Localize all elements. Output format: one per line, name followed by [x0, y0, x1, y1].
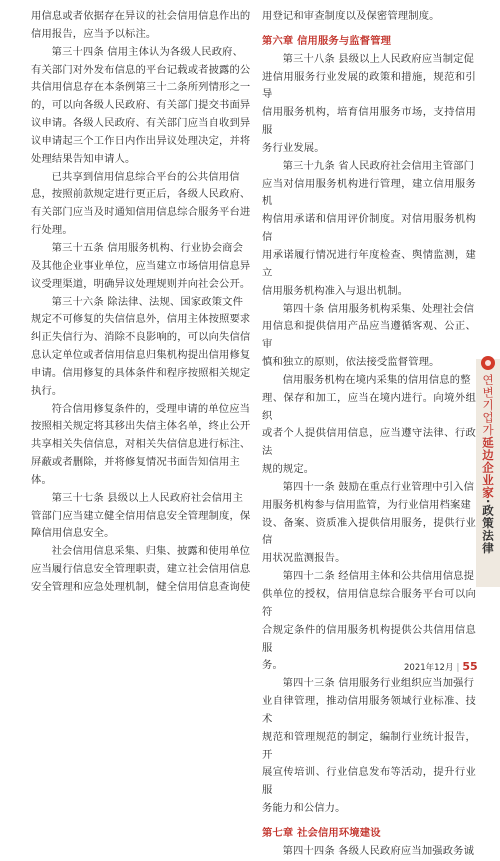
paragraph: 第三十七条 县级以上人民政府社会信用主 管部门应当建立健全信用信息安全管理制度，保 障信用信息安全。 — [31, 491, 251, 540]
chapter-heading: 第七章 社会信用环境建设 — [262, 826, 381, 839]
paragraph: 第四十一条 鼓励在重点行业管理中引入信 用服务机构参与信用监管，为行业信用档案建 设、备案、资质准入提供信用服务，提供行业信 用状况监测报告。 — [262, 480, 476, 565]
paragraph: 第四十四条 各级人民政府应当加强政务诚 — [282, 844, 475, 857]
paragraph: 第四十二条 经信用主体和公共信用信息提 供单位的授权，信用信息综合服务平台可以向符 合规定条件的信用服务机构提供公共信用信息服 务。 — [262, 570, 476, 672]
paragraph: 用信息或者依据存在异议的社会信用信息作出的 信用报告，应当予以标注。 — [31, 10, 251, 40]
paragraph: 第三十五条 信用服务机构、行业协会商会 及其他企业事业单位，应当建立市场信用信息异 议受理渠道，明确异议处理规则并向社会公开。 — [31, 241, 251, 290]
paragraph: 社会信用信息采集、归集、披露和使用单位 应当履行信息安全管理职责，建立社会信用信息 安全管理和应急处理机制，健全信用信息查询使 — [31, 545, 251, 593]
right-column — [262, 8, 476, 861]
magazine-logo-icon — [481, 356, 495, 370]
paragraph: 用登记和审查制度以及保密管理制度。 — [262, 10, 440, 22]
footer-separator: | — [456, 663, 460, 673]
left-column — [31, 8, 251, 597]
paragraph: 第三十八条 县级以上人民政府应当制定促 进信用服务行业发展的政策和措施，规范和引导 信用服务机构，培育信用服务市场，支持信用服 务行业发展。 — [262, 52, 476, 154]
paragraph: 符合信用修复条件的，受理申请的单位应当 按照相关规定将其移出失信主体名单，终止公开 共享相关失信信息，对相关失信信息进行标注、 屏蔽或者删除，并将修复情况书面告知信用主 体。 — [31, 402, 251, 486]
side-banner-korean: 연변기업가 — [481, 374, 495, 437]
side-banner-text — [478, 374, 498, 554]
paragraph: 第三十四条 信用主体认为各级人民政府、 有关部门对外发布信息的平台记载或者披露的公 共信用信息存在本条例第三十二条所列情形之一 的，可以向各级人民政府、有关部门提交书面异 议申请。各级人民政府、有关部门应当自收到异 议申请起三个工作日内作出异议处理决定，并将 处理结果告知申请人。 — [31, 45, 251, 165]
page-number: 55 — [462, 660, 478, 673]
footer-issue: 2021年12月 — [404, 663, 454, 673]
side-banner-section: 政策法律 — [481, 504, 495, 555]
paragraph: 信用服务机构在境内采集的信用信息的整 理、保存和加工，应当在境内进行。向境外组织 或者个人提供信用信息，应当遵守法律、行政法 规的规定。 — [262, 373, 476, 476]
side-banner-dot: · — [481, 499, 495, 505]
paragraph: 第四十三条 信用服务行业组织应当加强行 业自律管理，推动信用服务领域行业标准、技术 规范和管理规范的制定，编制行业统计报告，开 展宣传培训、行业信息发布等活动，提升行业服 务能力和公信力。 — [262, 677, 476, 815]
side-banner-title: 延边企业家 — [481, 436, 495, 499]
page-footer — [404, 660, 478, 673]
paragraph: 第三十九条 省人民政府社会信用主管部门 应当对信用服务机构进行管理，建立信用服务机 构信用承诺和信用评价制度。对信用服务机构信 用承诺履行情况进行年度检查、舆情监测，建立 信用服务机构准入与退出机制。 — [262, 159, 476, 297]
paragraph: 第三十六条 除法律、法规、国家政策文件 规定不可修复的失信信息外，信用主体按照要求 纠正失信行为、消除不良影响的，可以向失信信 息认定单位或者信用信息归集机构提出信用修复 申请。信用修复的具体条件和程序按照相关规定 执行。 — [31, 295, 251, 397]
paragraph: 已共享到信用信息综合平台的公共信用信 息，按照前款规定进行更正后，各级人民政府、 有关部门应当及时通知信用信息综合服务平台进 行处理。 — [31, 170, 251, 237]
chapter-heading: 第六章 信用服务与监督管理 — [262, 34, 392, 47]
paragraph: 第四十条 信用服务机构采集、处理社会信 用信息和提供信用产品应当遵循客观、公正、审 慎和独立的原则，依法接受监督管理。 — [262, 302, 476, 369]
